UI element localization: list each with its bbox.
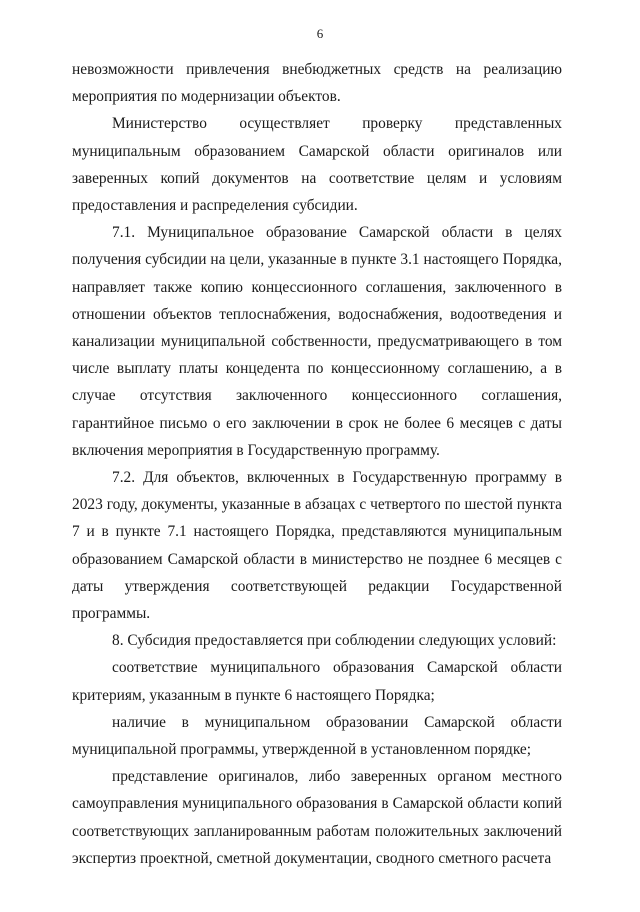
page-number: 6 xyxy=(316,26,324,41)
paragraph-7-2: 7.2. Для объектов, включенных в Государственную программу в 2023 году, документы, указанные в абзацах с четвертого по шестой пункта 7 и в пункте 7.1 настоящего Порядка, представляются муниципальным образованием Самарской области в министерство не позднее 6 месяцев с даты утверждения соответствующей редакции Государственной программы. xyxy=(72,469,562,623)
paragraph-8: 8. Субсидия предоставляется при соблюдении следующих условий: xyxy=(112,632,557,650)
condition-municipal-program: наличие в муниципальном образовании Самарской области муниципальной программы, утвержденной в установленном порядке; xyxy=(72,713,562,759)
condition-criteria: соответствие муниципального образования Самарской области критериям, указанным в пункте 6 настоящего Порядка; xyxy=(72,659,562,704)
paragraph-ministry-check: Министерство осуществляет проверку представленных муниципальным образованием Самарской области оригиналов или заверенных копий документов на соответствие целям и условиям предоставления и распределения субсидии. xyxy=(72,115,562,215)
paragraph-modernization-end: невозможности привлечения внебюджетных средств на реализацию мероприятия по модернизации объектов. xyxy=(72,61,562,106)
document-body xyxy=(72,56,562,872)
condition-expertise-documents: представление оригиналов, либо заверенных органом местного самоуправления муниципального образования в Самарской области копий соответствующих запланированным работам положительных заключений экспертиз проектной, сметной документации, сводного сметного расчета xyxy=(72,768,562,867)
paragraph-7-1: 7.1. Муниципальное образование Самарской области в целях получения субсидии на цели, указанные в пункте 3.1 настоящего Порядка, направляет также копию концессионного соглашения, заключенного в отношении объектов теплоснабжения, водоснабжения, водоотведения и канализации муниципальной собственности, предусматривающего в том числе выплату платы концедента по концессионному соглашению, а в случае отсутствия заключенного концессионного соглашения, гарантийное письмо о его заключении в срок не более 6 месяцев с даты включения мероприятия в Государственную программу. xyxy=(72,224,562,459)
